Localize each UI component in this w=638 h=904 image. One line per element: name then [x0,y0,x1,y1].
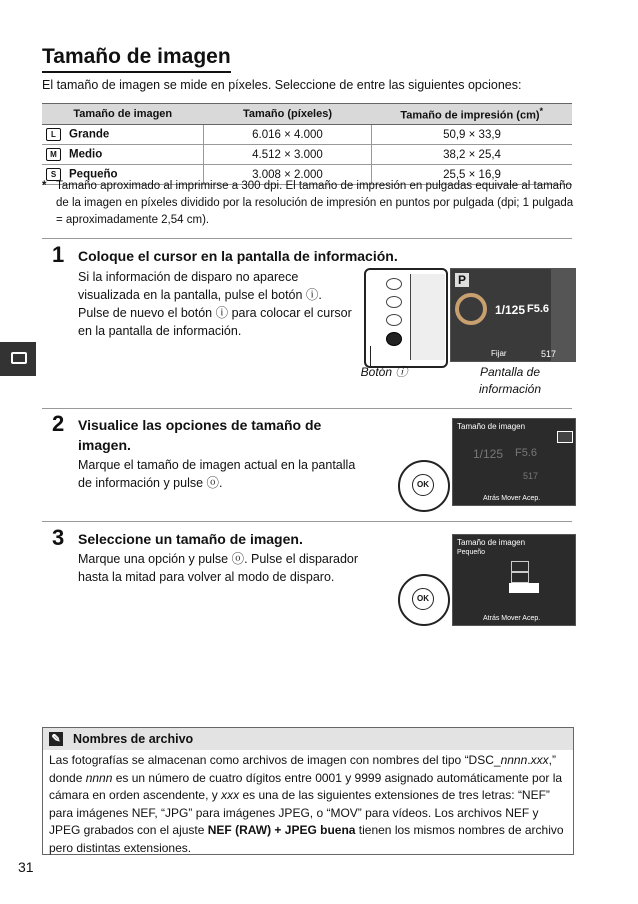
step-body: Marque el tamaño de imagen actual en la pantalla de información y pulse ⓞ. [78,458,356,490]
ok-button[interactable]: OK [412,588,434,610]
step-divider [42,408,572,409]
note-italic: nnnn [500,753,528,767]
camera-back-illustration [364,268,448,368]
button-icon [386,314,402,326]
step-number: 1 [52,242,65,267]
info-display-screen [450,268,576,362]
col-header-pixels: Tamaño (píxeles) [204,104,372,125]
intro-text: El tamaño de imagen se mide en píxeles. Seleccione de entre las siguientes opciones: [42,78,522,92]
pencil-icon: ✎ [49,732,63,746]
col-header-print [372,104,573,125]
size-highlight-icon [557,431,573,443]
note-heading: Nombres de archivo [73,732,194,746]
size-setting-screen [452,418,576,506]
note-text: es un número de cuatro dígitos entre 0001 y 9999 asignado automáticamente por la cámara en orden ascendente, y [49,770,563,802]
pixels-cell: 4.512 × 3.000 [204,145,372,165]
step-divider [42,521,572,522]
pixels-cell: 6.016 × 4.000 [204,125,372,145]
camera-icon [11,352,27,364]
step-heading: Visualice las opciones de tamaño de imagen. [78,417,322,453]
size-option-small-highlight[interactable] [509,583,539,593]
note-bold: NEF (RAW) + JPEG buena [207,823,356,837]
footnote [42,178,582,229]
size-name: Medio [69,148,103,161]
aperture: F5.6 [527,303,550,315]
caption-info-button: Botón ⓘ [360,365,408,379]
image-size-table [42,103,572,185]
note-italic: nnnn [85,770,113,785]
size-option-large-icon[interactable] [511,561,529,572]
mode-indicator: P [455,273,469,287]
button-icon [386,296,402,308]
step-number: 2 [52,411,65,436]
aperture: F5.6 [515,447,538,459]
print-cell: 38,2 × 25,4 [372,145,573,165]
lcd-outline [410,274,445,360]
step-body: Marque una opción y pulse ⓞ. Pulse el disparador hasta la mitad para volver al modo de disparo. [78,552,359,584]
note-box [42,727,574,855]
table-row [42,125,572,145]
note-text: es una de las siguientes extensiones de tres letras: “NEF” para imágenes NEF, “JPG” para imágenes JPEG, o “MOV” para vídeos. Los archivos NEF y JPEG grabados con el ajuste [49,788,550,837]
col-header-size: Tamaño de imagen [42,104,204,125]
frame-counter: 517 [523,471,539,481]
note-italic: xxx [221,788,240,802]
note-text: Las fotografías se almacenan como archivos de imagen con nombres del tipo “DSC_ [49,753,501,767]
callout-line [370,346,371,366]
screen-footer: Atrás Mover Acep. [483,615,541,622]
note-text: . [527,753,531,767]
step-number: 3 [52,525,65,550]
step-heading: Coloque el cursor en la pantalla de información. [78,248,398,264]
size-large-icon: L [46,128,61,141]
size-medium-icon: M [46,148,61,161]
caption-info-display: Pantalla de información [478,365,542,396]
button-icon [386,278,402,290]
settings-column [551,269,575,361]
step-body: Si la información de disparo no aparece visualizada en la pantalla, pulse el botón ⓘ. Pulse de nuevo el botón ⓘ para colocar el cursor en la pantalla de información. [78,270,352,338]
step-heading: Seleccione un tamaño de imagen. [78,531,303,547]
camera-section-tab [0,342,36,376]
screen-title: Tamaño de imagen [457,538,526,547]
size-name-cell [42,125,204,145]
shutter-speed: 1/125 [495,303,526,317]
frame-counter: 517 [541,349,557,359]
pixels-cell: 3.008 × 2.000 [204,165,372,185]
size-name: Grande [69,128,110,141]
print-cell: 50,9 × 33,9 [372,125,573,145]
bottom-label: Fijar [491,349,507,358]
screen-footer: Atrás Mover Acep. [483,495,541,502]
screen-title: Tamaño de imagen [457,422,526,431]
col-header-star: * [539,106,544,117]
size-name: Pequeño [69,168,118,181]
note-italic: xxx [530,753,549,767]
table-header-row [42,104,572,125]
note-body [49,752,567,857]
multi-selector-dpad[interactable] [398,574,450,626]
page-title: Tamaño de imagen [42,44,231,73]
info-button-icon [386,332,402,346]
size-small-icon: S [46,168,61,181]
footnote-star: * [42,180,47,192]
table-row [42,145,572,165]
note-header [43,728,573,750]
size-options-screen [452,534,576,626]
exposure-dial-icon [455,293,487,325]
ok-button[interactable]: OK [412,474,434,496]
size-name-cell [42,145,204,165]
shutter-speed: 1/125 [473,447,504,461]
step-divider [42,238,572,239]
selected-option-label: Pequeño [457,549,486,556]
print-cell: 25,5 × 16,9 [372,165,573,185]
page-number: 31 [18,859,34,875]
size-option-medium-icon[interactable] [511,572,529,583]
col-header-print-label: Tamaño de impresión (cm) [400,109,540,122]
note-text: tienen los mismos nombres de archivo pero distintas extensiones. [49,823,564,855]
footnote-text: Tamaño aproximado al imprimirse a 300 dpi. El tamaño de impresión en pulgadas equivale al tamaño de la imagen en píxeles dividido por la resolución de impresión en puntos por pulgada (dpi; 1 pulgada = aproximadamente 2,54 cm). [56,180,574,226]
note-text: ,” donde [49,753,556,785]
multi-selector-dpad[interactable] [398,460,450,512]
